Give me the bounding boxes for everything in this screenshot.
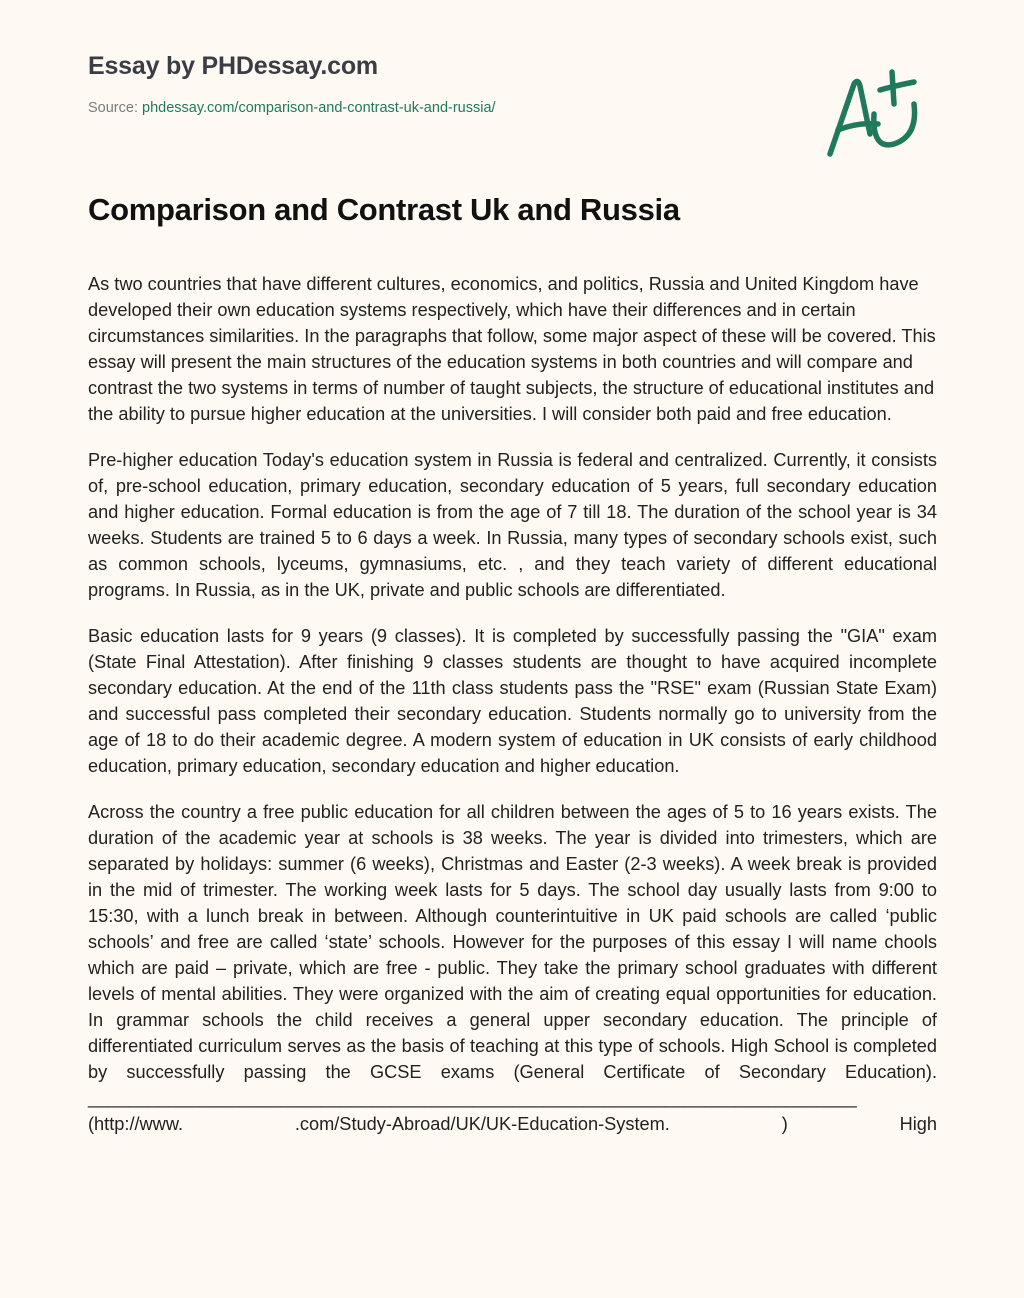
source-label: Source: [88,100,138,116]
paragraph: Pre-higher education Today's education system in Russia is federal and centralized. Currently, it consists of, pre-school education, primary education, secondary education of 5 years, full secondary education and higher education. Formal education is from the age of 7 till 18. The duration of the school year is 34 weeks. Students are trained 5 to 6 days a week. In Russia, many types of secondary schools exist, such as common schools, lyceums, gymnasiums, etc. , and they teach variety of different educational programs. In Russia, as in the UK, private and public schools are differentiated. [88,450,937,600]
source-link[interactable]: phdessay.com/comparison-and-contrast-uk-and-russia/ [142,100,496,116]
a-plus-grade-icon [822,64,932,164]
brand-title: Essay by PHDessay.com [88,52,378,80]
site-header [88,48,496,118]
separator-line: ____________________________________________________________________________ [88,1088,857,1108]
logo-plus-horizontal [880,82,914,90]
paragraph: Basic education lasts for 9 years (9 classes). It is completed by successfully passing the "GIA" exam (State Final Attestation). After finishing 9 classes students are thought to have acquired incomplete secondary education. At the end of the 11th class students pass the "RSE" exam (Russian State Exam) and successful pass completed their secondary education. Students normally go to university from the age of 18 to do their academic degree. A modern system of education in UK consists of early childhood education, primary education, secondary education and higher education. [88,626,937,776]
paragraph: Across the country a free public education for all children between the ages of 5 to 16 years exists. The duration of the academic year at schools is 38 weeks. The year is divided into trimesters, which are separated by holidays: summer (6 weeks), Christmas and Easter (2-3 weeks). A week break is provided in the mid of trimester. The working week lasts for 5 days. The school day usually lasts from 9:00 to 15:30, with a lunch break in between. Although counterintuitive in UK paid schools are called ‘public schools’ and free are called ‘state’ schools. However for the purposes of this essay I will name chools which are paid – private, which are free - public. They take the primary school graduates with different levels of mental abilities. They were organized with the aim of creating equal opportunities for education. In grammar schools the child receives a general upper secondary education. The principle of differentiated curriculum serves as the basis of teaching at this type of schools. High School is completed by successfully passing the GCSE exams (General Certificate of Secondary Education). [88,802,937,1082]
logo-letter-a [830,81,870,154]
clipped-reference-line: (http://www. .com/Study-Abroad/UK/UK-Education-System. ) High [88,1114,937,1134]
paragraph: As two countries that have different cultures, economics, and politics, Russia and United Kingdom have developed their own education systems respectively, which have their differences and in certain circumstances similarities. In the paragraphs that follow, some major aspect of these will be covered. This essay will present the main structures of the education systems in both countries and will compare and contrast the two systems in terms of number of taught subjects, the structure of educational institutes and the ability to pursue higher education at the universities. I will consider both paid and free education. [88,274,936,424]
document-title: Comparison and Contrast Uk and Russia [88,192,680,227]
source-line [88,98,496,118]
document-body [88,271,937,1134]
